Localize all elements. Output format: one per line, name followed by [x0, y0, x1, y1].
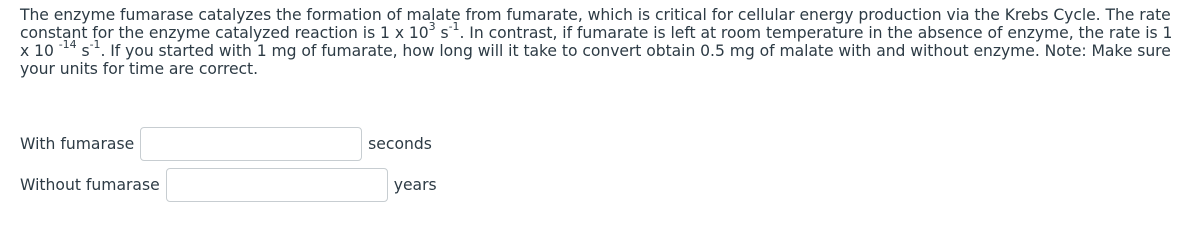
answer-row-without-fumarase — [20, 168, 437, 202]
without-fumarase-unit: years — [393, 176, 437, 194]
with-fumarase-input[interactable] — [140, 127, 362, 161]
question-text-part-5: . If you started with 1 mg of fumarate, how long will it take to convert obtain 0.5 mg of malate with and without enzyme. Note: Make sure your units for time are correct. — [20, 42, 1171, 78]
question-text-part-2: s — [435, 24, 449, 42]
with-fumarase-label: With fumarase — [20, 135, 135, 153]
exponent-uncatalyzed-unit: -1 — [89, 38, 101, 52]
with-fumarase-unit: seconds — [368, 135, 432, 153]
question-text-part-4: s — [76, 42, 90, 60]
exponent-uncatalyzed-rate: -14 — [58, 38, 77, 52]
without-fumarase-label: Without fumarase — [20, 176, 160, 194]
question-text-part-3: . In contrast, if fumarate is left at room temperature in the absence of enzyme, the rate is 1 x 10 — [20, 24, 1173, 60]
question-text — [20, 6, 1182, 78]
without-fumarase-input[interactable] — [166, 168, 388, 202]
question-text-part-1: The enzyme fumarase catalyzes the formation of malate from fumarate, which is critical for cellular energy production via the Krebs Cycle. The rate constant for the enzyme catalyzed reaction is 1 x 10 — [20, 6, 1171, 42]
answer-row-with-fumarase — [20, 127, 432, 161]
exponent-enzyme-rate: 3 — [428, 20, 436, 34]
question-paragraph — [20, 6, 1182, 78]
exponent-enzyme-unit: -1 — [448, 20, 460, 34]
